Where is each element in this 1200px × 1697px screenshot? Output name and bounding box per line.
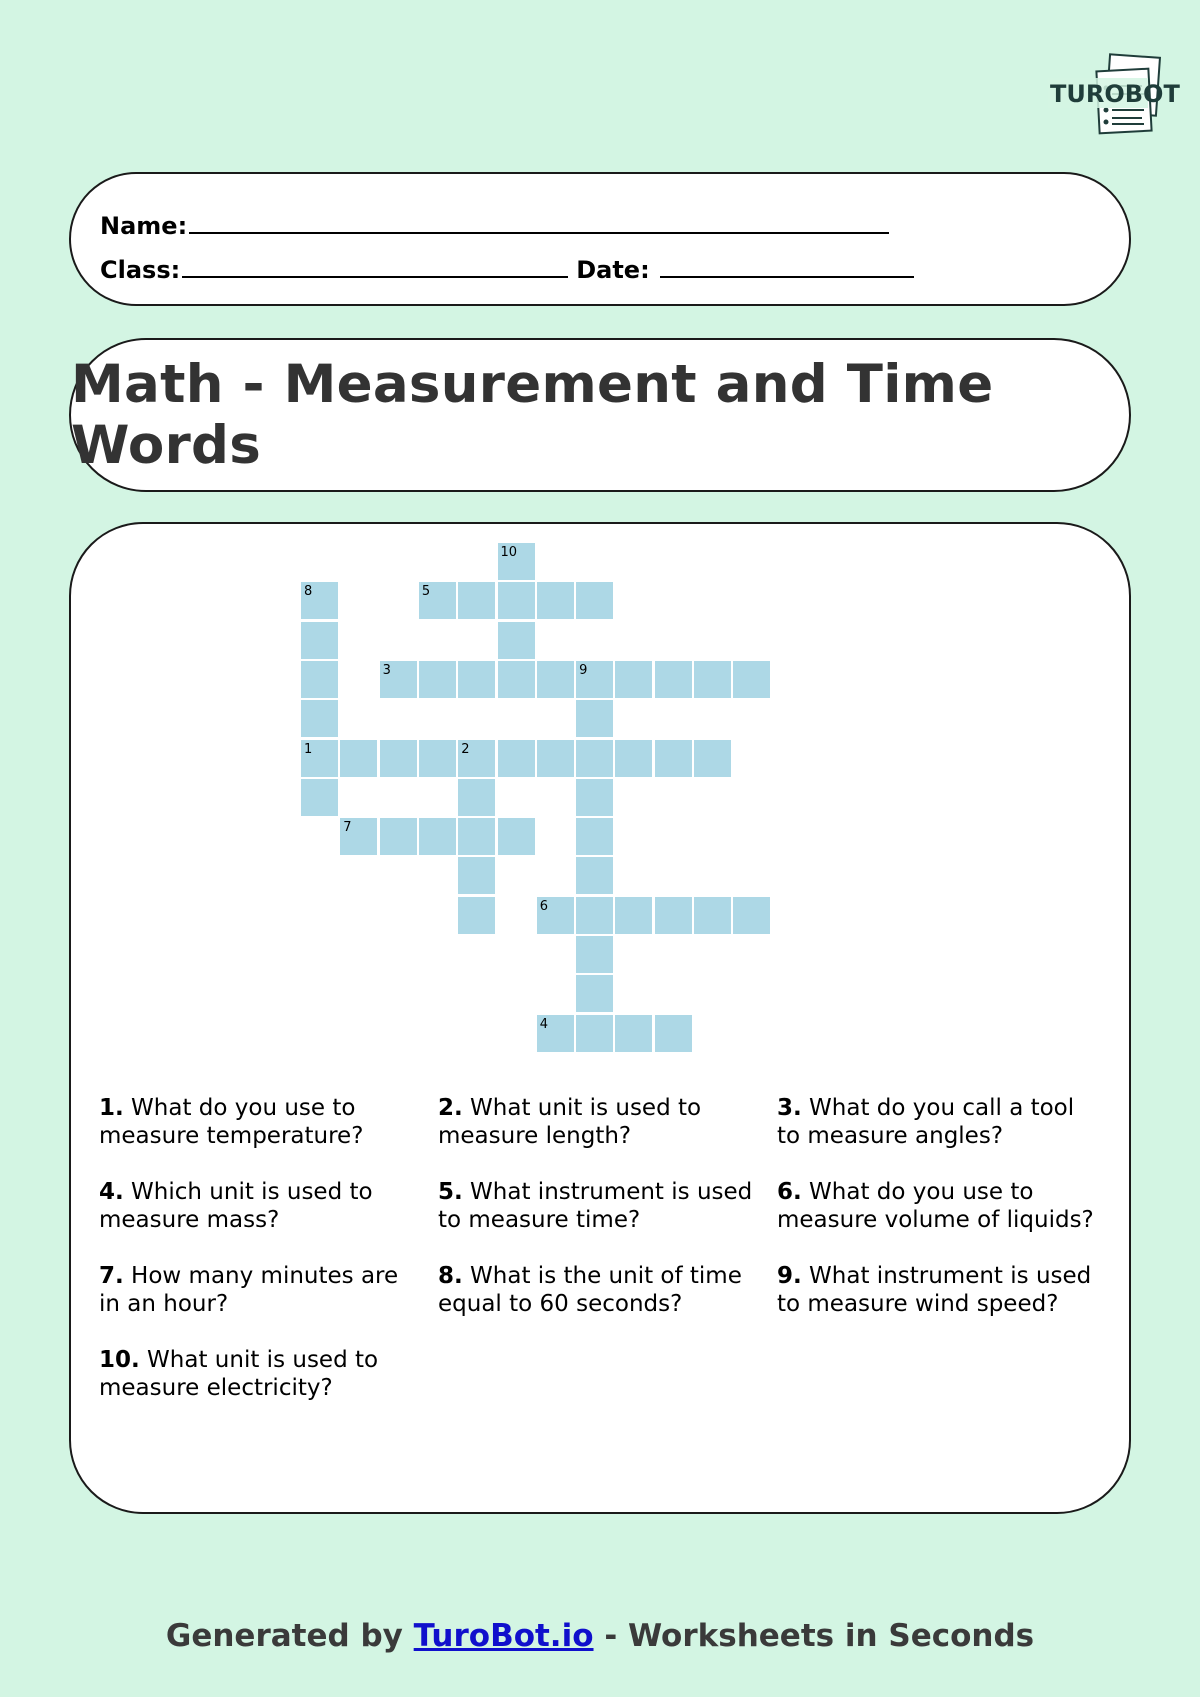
crossword-cell[interactable]	[301, 740, 338, 777]
clue-number: 6.	[777, 1179, 802, 1205]
crossword-cell[interactable]	[458, 779, 495, 816]
crossword-cell[interactable]	[340, 740, 377, 777]
crossword-cell[interactable]	[655, 661, 692, 698]
crossword-cell[interactable]	[419, 582, 456, 619]
clue-item	[438, 1262, 777, 1318]
crossword-cell[interactable]	[380, 661, 417, 698]
crossword-cell[interactable]	[655, 1015, 692, 1052]
clue-text: What do you use to measure temperature?	[99, 1095, 364, 1149]
crossword-cell[interactable]	[498, 740, 535, 777]
crossword-cell[interactable]	[419, 740, 456, 777]
crossword-cell[interactable]	[576, 818, 613, 855]
cell-number: 4	[539, 1016, 549, 1032]
crossword-cell[interactable]	[458, 897, 495, 934]
cell-number: 1	[304, 741, 313, 757]
clue-item	[438, 1178, 777, 1234]
clue-text: What do you call a tool to measure angles?	[777, 1095, 1075, 1149]
crossword-cell[interactable]	[694, 897, 731, 934]
class-row	[100, 256, 914, 284]
clue-item	[777, 1262, 1116, 1318]
crossword-cell[interactable]	[537, 582, 574, 619]
crossword-cell[interactable]	[615, 897, 652, 934]
crossword-grid	[71, 524, 1133, 1084]
clue-text: Which unit is used to measure mass?	[99, 1179, 373, 1233]
crossword-cell[interactable]	[733, 661, 770, 698]
name-field[interactable]	[189, 212, 889, 234]
worksheet-stack-icon	[1046, 52, 1180, 140]
crossword-cell[interactable]	[498, 661, 535, 698]
crossword-cell[interactable]	[615, 1015, 652, 1052]
clue-list	[99, 1094, 1119, 1402]
logo-text: TUROBOT	[1050, 80, 1180, 108]
clue-number: 9.	[777, 1263, 802, 1289]
crossword-cell[interactable]	[419, 818, 456, 855]
crossword-cell[interactable]	[458, 661, 495, 698]
crossword-cell[interactable]	[498, 543, 535, 580]
clue-text: How many minutes are in an hour?	[99, 1263, 399, 1317]
clue-item	[777, 1094, 1116, 1150]
clue-text: What is the unit of time equal to 60 seconds?	[438, 1263, 742, 1317]
crossword-cell[interactable]	[458, 740, 495, 777]
crossword-cell[interactable]	[458, 582, 495, 619]
clue-text: What unit is used to measure electricity?	[99, 1347, 379, 1401]
crossword-cell[interactable]	[733, 897, 770, 934]
crossword-cell[interactable]	[576, 857, 613, 894]
crossword-cell[interactable]	[380, 818, 417, 855]
crossword-cell[interactable]	[576, 740, 613, 777]
cell-number: 10	[500, 545, 518, 560]
crossword-cell[interactable]	[615, 661, 652, 698]
crossword-cell[interactable]	[498, 582, 535, 619]
footer-suffix: - Worksheets in Seconds	[604, 1618, 1035, 1654]
turobot-logo	[1046, 52, 1180, 140]
crossword-cell[interactable]	[419, 661, 456, 698]
turobot-link[interactable]: TuroBot.io	[413, 1618, 594, 1654]
crossword-cell[interactable]	[576, 779, 613, 816]
cell-number: 8	[304, 584, 313, 600]
class-field[interactable]	[182, 256, 568, 278]
crossword-cell[interactable]	[615, 740, 652, 777]
crossword-cell[interactable]	[458, 857, 495, 894]
clue-text: What instrument is used to measure time?	[438, 1179, 753, 1233]
crossword-cell[interactable]	[301, 661, 338, 698]
crossword-cell[interactable]	[576, 936, 613, 973]
clue-number: 5.	[438, 1179, 463, 1205]
clue-item	[99, 1346, 438, 1402]
clue-number: 8.	[438, 1263, 463, 1289]
cell-number: 7	[343, 820, 352, 836]
clue-text: What do you use to measure volume of liquids?	[777, 1179, 1094, 1233]
crossword-cell[interactable]	[655, 897, 692, 934]
crossword-cell[interactable]	[498, 818, 535, 855]
name-label: Name:	[100, 212, 188, 240]
crossword-cell[interactable]	[537, 740, 574, 777]
crossword-cell[interactable]	[694, 740, 731, 777]
crossword-cell[interactable]	[458, 818, 495, 855]
student-info-box	[69, 172, 1131, 306]
class-label: Class:	[100, 256, 181, 284]
cell-number: 9	[579, 662, 588, 678]
cell-number: 5	[421, 584, 431, 600]
crossword-cell[interactable]	[576, 975, 613, 1012]
crossword-cell[interactable]	[301, 582, 338, 619]
crossword-cell[interactable]	[694, 661, 731, 698]
clue-item	[99, 1094, 438, 1150]
puzzle-box	[69, 522, 1131, 1514]
clue-number: 10.	[99, 1347, 140, 1373]
clue-number: 3.	[777, 1095, 802, 1121]
crossword-cell[interactable]	[576, 897, 613, 934]
page-title: Math - Measurement and Time Words	[71, 354, 994, 476]
crossword-cell[interactable]	[576, 661, 613, 698]
clue-item	[99, 1262, 438, 1318]
clue-item	[438, 1094, 777, 1150]
crossword-cell[interactable]	[301, 622, 338, 659]
name-row	[100, 212, 889, 240]
crossword-cell[interactable]	[498, 622, 535, 659]
cell-number: 2	[461, 741, 470, 757]
clue-number: 7.	[99, 1263, 124, 1289]
date-field[interactable]	[660, 256, 914, 278]
crossword-cell[interactable]	[537, 1015, 574, 1052]
date-label: Date:	[576, 256, 650, 284]
clue-number: 4.	[99, 1179, 124, 1205]
crossword-cell[interactable]	[576, 582, 613, 619]
clue-number: 2.	[438, 1095, 463, 1121]
clue-text: What unit is used to measure length?	[438, 1095, 702, 1149]
title-box	[69, 338, 1131, 492]
footer-prefix: Generated by	[165, 1618, 403, 1654]
crossword-cell[interactable]	[301, 700, 338, 737]
clue-item	[99, 1178, 438, 1234]
clue-text: What instrument is used to measure wind speed?	[777, 1263, 1092, 1317]
crossword-cell[interactable]	[537, 661, 574, 698]
crossword-cell[interactable]	[380, 740, 417, 777]
crossword-cell[interactable]	[576, 1015, 613, 1052]
clue-number: 1.	[99, 1095, 124, 1121]
crossword-cell[interactable]	[655, 740, 692, 777]
cell-number: 6	[539, 898, 549, 914]
crossword-cell[interactable]	[340, 818, 377, 855]
crossword-cell[interactable]	[576, 700, 613, 737]
cell-number: 3	[382, 662, 391, 678]
footer	[0, 1618, 1200, 1654]
crossword-cell[interactable]	[537, 897, 574, 934]
crossword-cell[interactable]	[301, 779, 338, 816]
clue-item	[777, 1178, 1116, 1234]
